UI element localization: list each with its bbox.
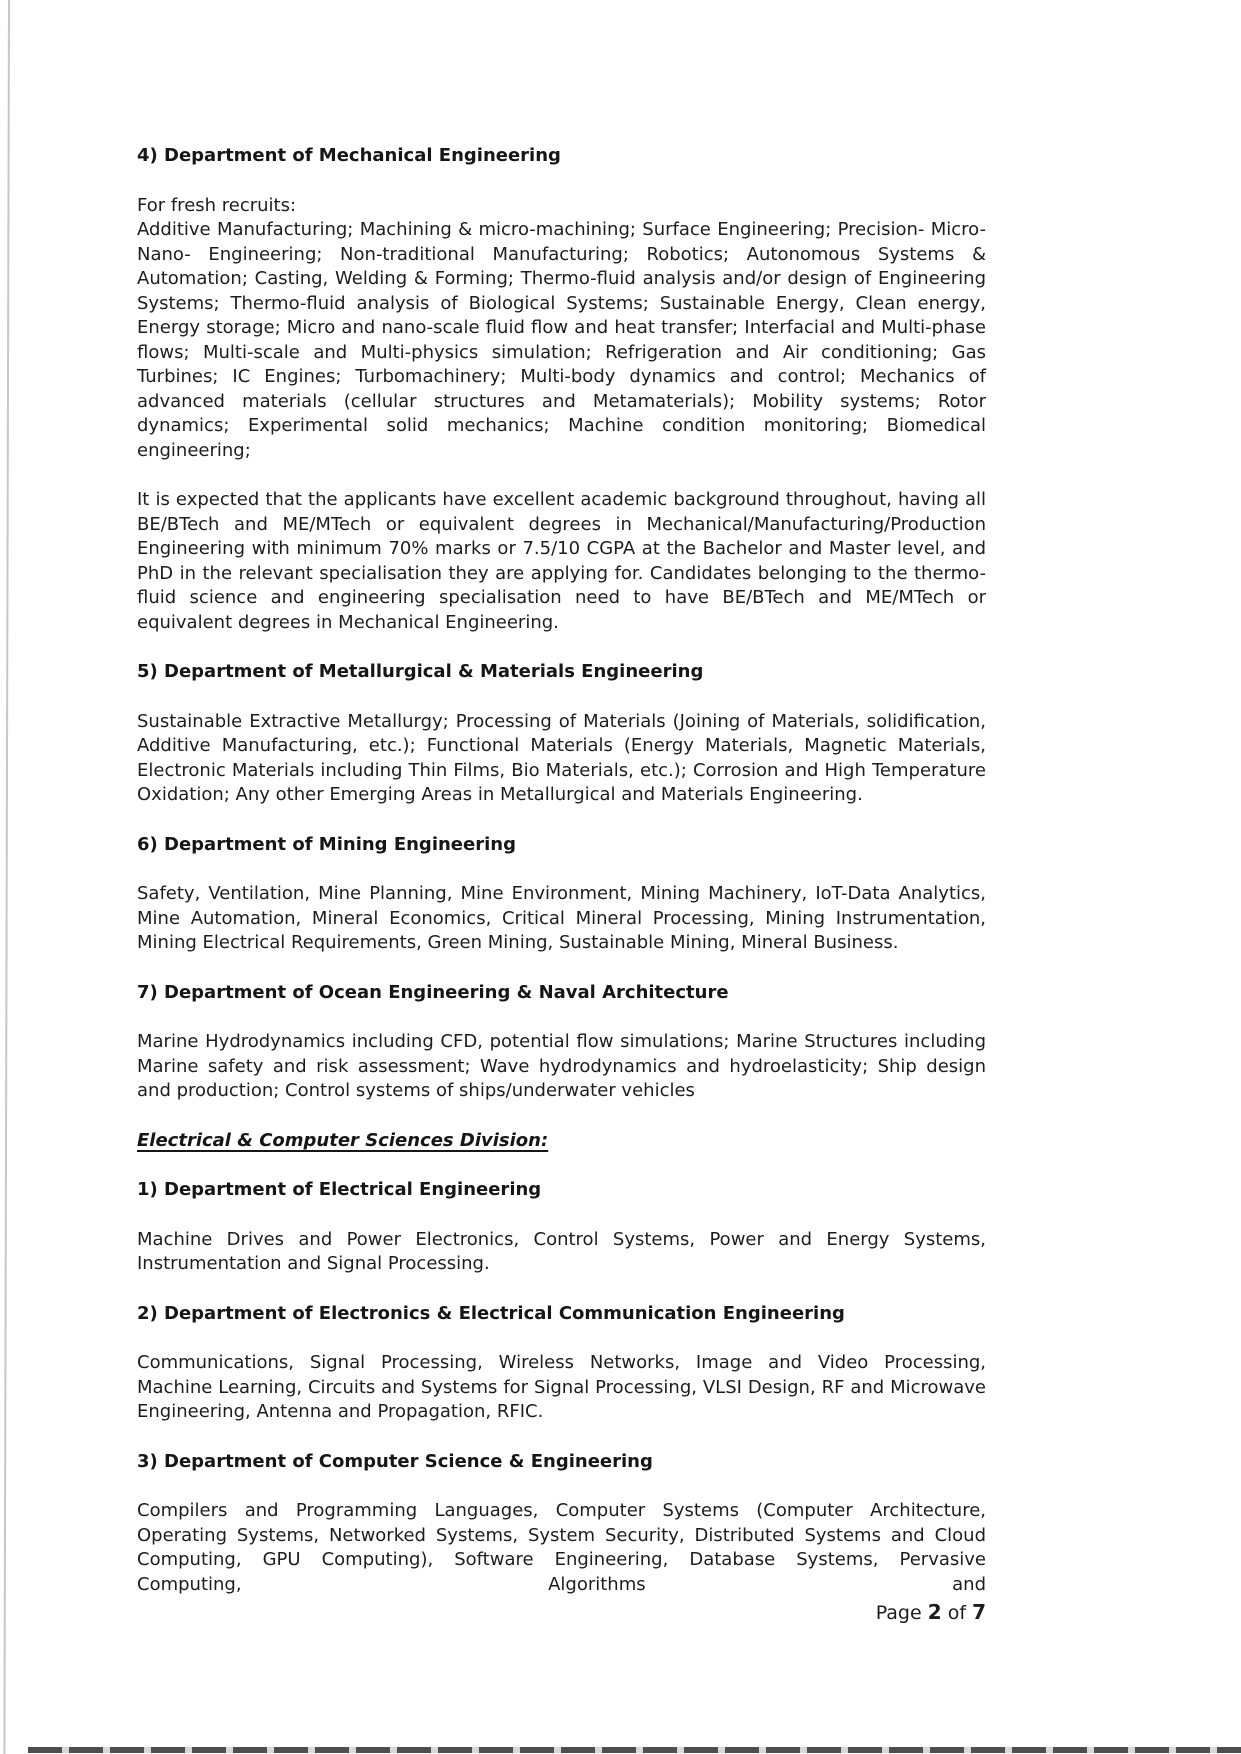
page-label: Page — [875, 1602, 922, 1624]
electronics-areas-paragraph: Communications, Signal Processing, Wireless Networks, Image and Video Processing, Machine Learning, Circuits and Systems for Signal Processing, VLSI Design, RF and Microwave Engineering, Antenna and Propagation, RFIC. — [137, 1352, 986, 1422]
mechanical-intro: For fresh recruits: — [137, 194, 297, 216]
page-of-label: of — [947, 1602, 967, 1624]
section-heading-computer-science: 3) Department of Computer Science & Engineering — [137, 1450, 653, 1472]
section-heading-metallurgical: 5) Department of Metallurgical & Materials Engineering — [137, 661, 704, 682]
scan-bottom-strip — [28, 1747, 1241, 1753]
page-number — [137, 1600, 986, 1626]
mining-areas-paragraph: Safety, Ventilation, Mine Planning, Mine Environment, Mining Machinery, IoT-Data Analytics, Mine Automation, Mineral Economics, Critical Mineral Processing, Mining Instrumentation, Mining Electrical Requirements, Green Mining, Sustainable Mining, Mineral Business. — [137, 883, 986, 953]
electrical-areas-paragraph: Machine Drives and Power Electronics, Control Systems, Power and Energy Systems, Instrumentation and Signal Processing. — [137, 1228, 986, 1274]
mechanical-requirements-paragraph: It is expected that the applicants have excellent academic background throughout, having all BE/BTech and ME/MTech or equivalent degrees in Mechanical/Manufacturing/Production Engineering with minimum 70% marks or 7.5/10 CGPA at the Bachelor and Master level, and PhD in the relevant specialisation they are applying for. Candidates belonging to the thermo-fluid science and engineering specialisation need to have BE/BTech and ME/MTech or equivalent degrees in Mechanical Engineering. — [137, 489, 986, 633]
section-heading-mechanical: 4) Department of Mechanical Engineering — [137, 145, 561, 166]
page-current: 2 — [927, 1600, 942, 1624]
section-heading-ocean: 7) Department of Ocean Engineering & Naval Architecture — [137, 981, 729, 1003]
page-total: 7 — [972, 1600, 986, 1624]
section-heading-mining: 6) Department of Mining Engineering — [137, 833, 516, 855]
mechanical-areas-paragraph: Additive Manufacturing; Machining & micro-machining; Surface Engineering; Precision- Micro- Nano- Engineering; Non-traditional Manufacturing; Robotics; Autonomous Systems & Automation; Casting, Welding & Forming; Thermo-fluid analysis and/or design of Engineering Systems; Thermo-fluid analysis of Biological Systems; Sustainable Energy, Clean energy, Energy storage; Micro and nano-scale fluid flow and heat transfer; Interfacial and Multi-phase flows; Multi-scale and Multi-physics simulation; Refrigeration and Air conditioning; Gas Turbines; IC Engines; Turbomachinery; Multi-body dynamics and control; Mechanics of advanced materials (cellular structures and Metamaterials); Mobility systems; Rotor dynamics; Experimental solid mechanics; Machine condition monitoring; Biomedical engineering; — [137, 219, 986, 461]
ocean-areas-paragraph: Marine Hydrodynamics including CFD, potential flow simulations; Marine Structures including Marine safety and risk assessment; Wave hydrodynamics and hydroelasticity; Ship design and production; Control systems of ships/underwater vehicles — [137, 1031, 986, 1101]
metallurgical-areas-paragraph: Sustainable Extractive Metallurgy; Processing of Materials (Joining of Materials, solidification, Additive Manufacturing, etc.); Functional Materials (Energy Materials, Magnetic Materials, Electronic Materials including Thin Films, Bio Materials, etc.); Corrosion and High Temperature Oxidation; Any other Emerging Areas in Metallurgical and Materials Engineering. — [137, 710, 986, 805]
document-content — [137, 139, 986, 1626]
computer-science-areas-paragraph: Compilers and Programming Languages, Computer Systems (Computer Architecture, Operating Systems, Networked Systems, System Security, Distributed Systems and Cloud Computing, GPU Computing), Software Engineering, Database Systems, Pervasive Computing, Algorithms and — [137, 1500, 986, 1595]
scan-edge-line — [3, 0, 10, 1754]
division-heading-electrical-computer-sciences: Electrical & Computer Sciences Division: — [137, 1129, 549, 1151]
section-heading-electronics: 2) Department of Electronics & Electrical Communication Engineering — [137, 1302, 845, 1324]
section-heading-electrical: 1) Department of Electrical Engineering — [137, 1179, 542, 1200]
